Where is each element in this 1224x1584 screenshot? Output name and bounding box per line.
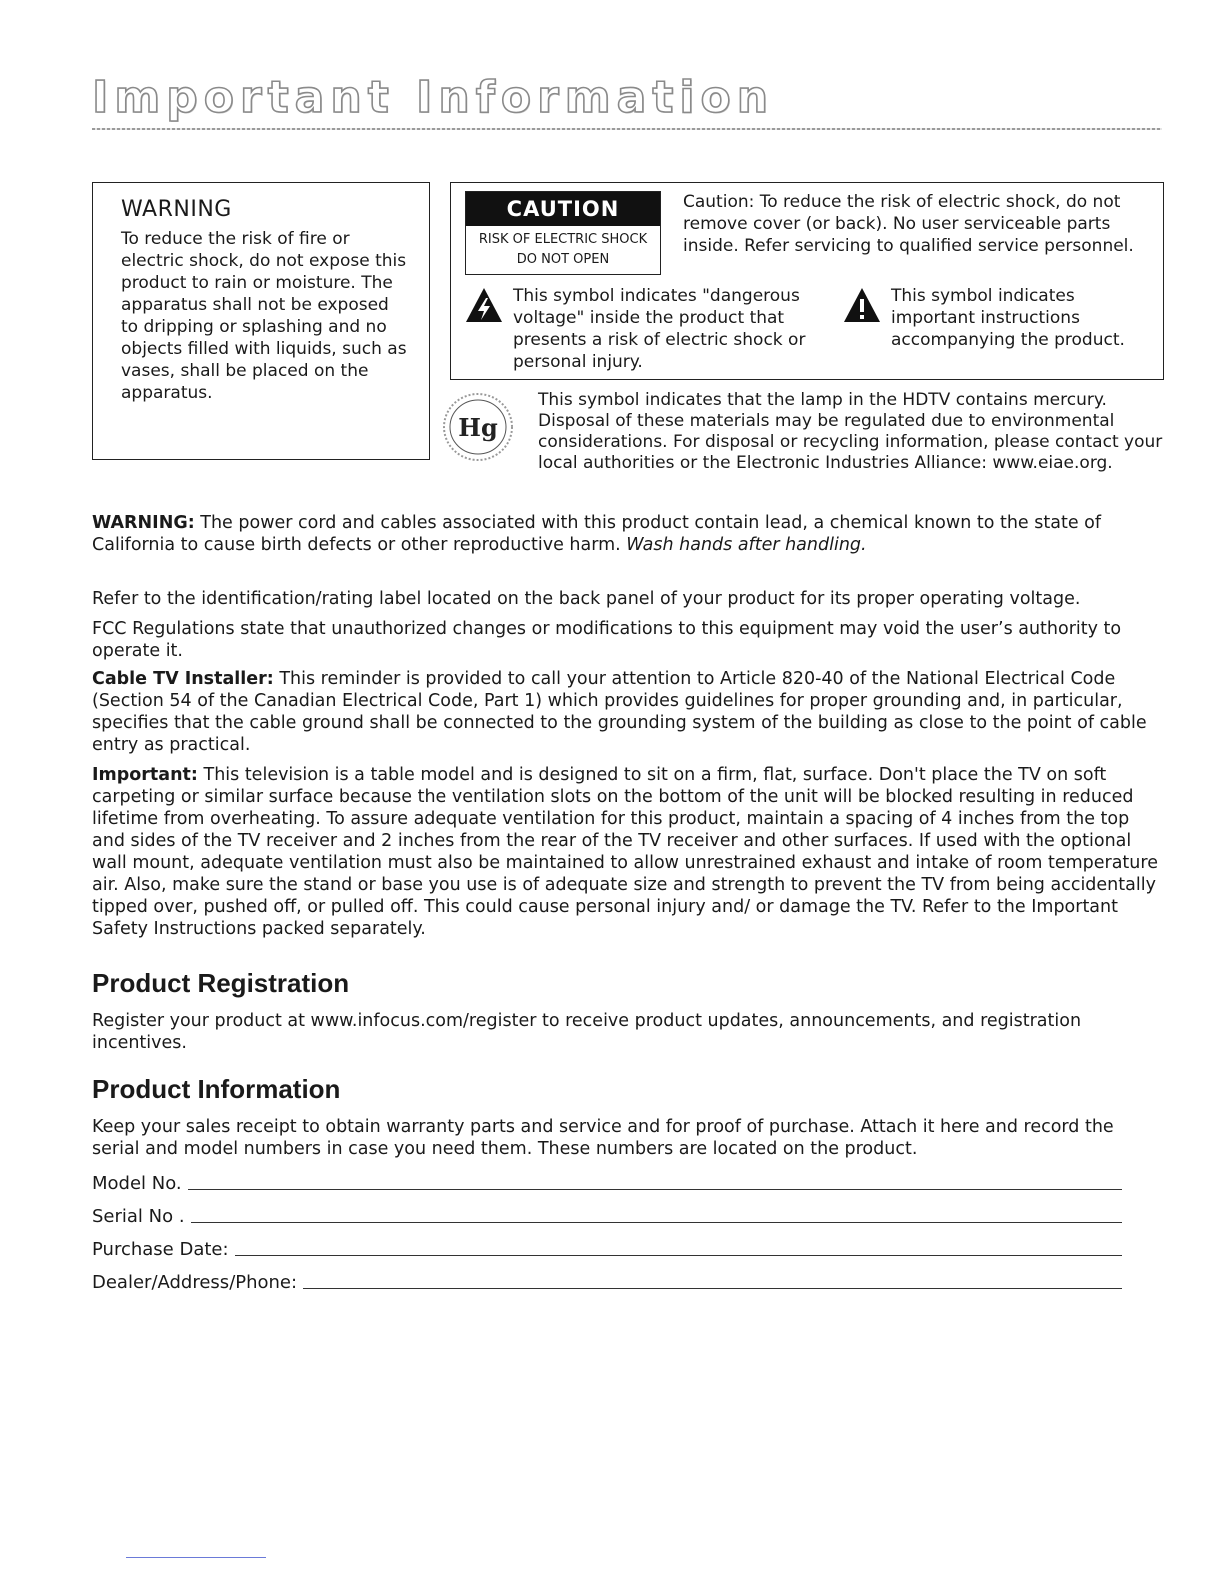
cable-installer-text: This reminder is provided to call your attention to Article 820-40 of the National Electrical Code (Section 54 of the Canadian Electrical Code, Part 1) which provides guidelines for proper grounding and, in particular, specifies that the cable ground shall be connected to the grounding system of the building as close to the point of cable entry as practical. bbox=[92, 669, 1147, 755]
instructions-symbol-note bbox=[843, 285, 1163, 351]
model-number-field[interactable] bbox=[92, 1168, 1122, 1194]
cable-installer-label: Cable TV Installer: bbox=[92, 669, 274, 689]
lead-warning-italic: Wash hands after handling. bbox=[626, 535, 867, 555]
mercury-hg-label: Hg bbox=[458, 413, 498, 442]
warning-text: To reduce the risk of fire or electric shock, do not expose this product to rain or moisture. The apparatus shall not be exposed to dripping or splashing and no objects filled with liquids, such as vases, shall be placed on the apparatus. bbox=[121, 229, 407, 403]
model-number-label: Model No. bbox=[92, 1173, 182, 1194]
lead-warning-text: The power cord and cables associated with this product contain lead, a chemical known to the state of California to cause birth defects or other reproductive harm. bbox=[92, 513, 1102, 555]
dealer-label: Dealer/Address/Phone: bbox=[92, 1272, 298, 1293]
registration-text: Register your product at www.infocus.com/register to receive product updates, announcements, and registration incentives. bbox=[92, 1011, 1082, 1053]
important-note bbox=[92, 764, 1162, 940]
exclamation-warning-icon bbox=[843, 287, 881, 323]
mercury-notice bbox=[440, 390, 1164, 474]
page-title: Important Information bbox=[92, 72, 775, 123]
registration-heading: Product Registration bbox=[92, 968, 350, 998]
important-text: This television is a table model and is designed to sit on a firm, flat, surface. Don't place the TV on soft carpeting or similar surface because the ventilation slots on the bottom of the unit will be blocked resulting in reduced lifetime from overheating. To assure adequate ventilation for this product, maintain a spacing of 4 inches from the top and sides of the TV receiver and 2 inches from the rear of the TV receiver and other surfaces. If used with the optional wall mount, adequate ventilation must also be maintained to allow unrestrained exhaust and intake of room temperature air. Also, make sure the stand or base you use is of adequate size and strength to prevent the TV from being accidentally tipped over, pushed off, or pulled off. This could cause personal injury and/ or damage the TV. Refer to the Important Safety Instructions packed separately. bbox=[92, 765, 1158, 939]
title-divider bbox=[92, 128, 1162, 130]
serial-number-field[interactable] bbox=[92, 1201, 1122, 1227]
mercury-hg-icon bbox=[440, 390, 520, 464]
voltage-symbol-text: This symbol indicates "dangerous voltage" inside the product that presents a risk of electric shock or personal injury. bbox=[513, 286, 806, 372]
cable-installer-note bbox=[92, 668, 1162, 756]
rating-label-text: Refer to the identification/rating label located on the back panel of your product for its proper operating voltage. bbox=[92, 589, 1081, 609]
warning-box bbox=[92, 182, 430, 460]
dealer-line[interactable] bbox=[303, 1288, 1122, 1289]
caution-label-line1: RISK OF ELECTRIC SHOCK bbox=[478, 232, 648, 247]
caution-label-title: CAUTION bbox=[466, 192, 660, 226]
warning-heading: WARNING bbox=[121, 197, 232, 222]
caution-label-line2: DO NOT OPEN bbox=[516, 252, 610, 267]
purchase-date-field[interactable] bbox=[92, 1234, 1122, 1260]
fcc-text: FCC Regulations state that unauthorized changes or modifications to this equipment may void the user’s authority to operate it. bbox=[92, 619, 1122, 661]
mercury-text: This symbol indicates that the lamp in the HDTV contains mercury. Disposal of these materials may be regulated due to environmental considerations. For disposal or recycling information, please contact your local authorities or the Electronic Industries Alliance: www.eiae.org. bbox=[538, 390, 1163, 473]
caution-box bbox=[450, 182, 1164, 380]
model-number-line[interactable] bbox=[188, 1189, 1122, 1190]
footer-rule bbox=[126, 1557, 266, 1558]
information-text: Keep your sales receipt to obtain warranty parts and service and for proof of purchase. Attach it here and record the serial and model numbers in case you need them. These numbers are located on the product. bbox=[92, 1117, 1114, 1159]
information-heading: Product Information bbox=[92, 1074, 341, 1104]
lightning-warning-icon bbox=[465, 287, 503, 323]
lead-warning bbox=[92, 512, 1162, 556]
caution-text: Caution: To reduce the risk of electric shock, do not remove cover (or back). No user serviceable parts inside. Refer servicing to qualified service personnel. bbox=[683, 192, 1134, 256]
serial-number-line[interactable] bbox=[191, 1222, 1122, 1223]
dealer-field[interactable] bbox=[92, 1267, 1122, 1293]
serial-number-label: Serial No . bbox=[92, 1206, 185, 1227]
purchase-date-label: Purchase Date: bbox=[92, 1239, 229, 1260]
purchase-date-line[interactable] bbox=[235, 1255, 1122, 1256]
lead-warning-label: WARNING: bbox=[92, 513, 195, 533]
instructions-symbol-text: This symbol indicates important instructions accompanying the product. bbox=[891, 286, 1125, 350]
caution-label bbox=[465, 191, 661, 275]
important-label: Important: bbox=[92, 765, 198, 785]
voltage-symbol-note bbox=[465, 285, 845, 373]
